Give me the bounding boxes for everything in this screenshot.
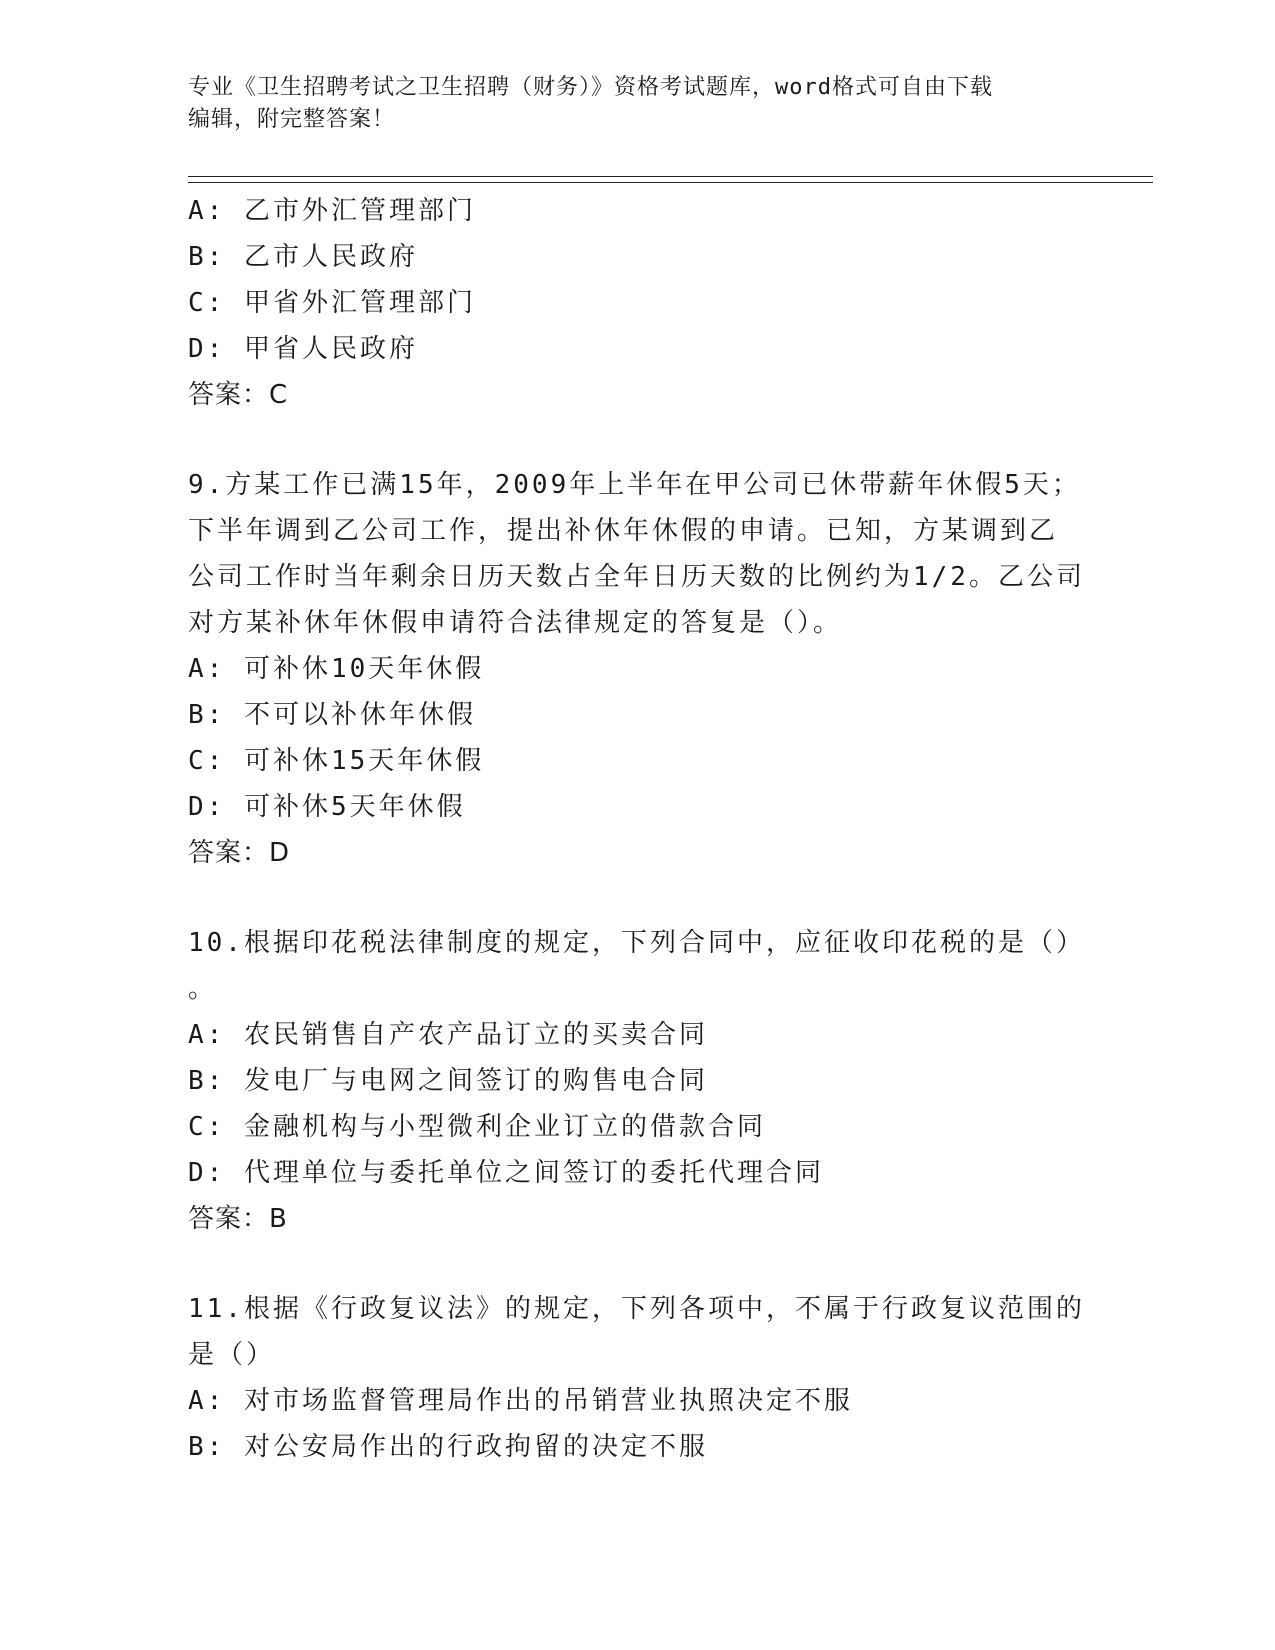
option-b: B: 对公安局作出的行政拘留的决定不服: [188, 1432, 708, 1462]
option-a: A: 农民销售自产农产品订立的买卖合同: [188, 1020, 708, 1050]
header-divider-top: [188, 176, 1153, 177]
question-stem-line: 下半年调到乙公司工作，提出补休年休假的申请。已知，方某调到乙: [188, 516, 1059, 546]
spacer: [188, 418, 1088, 462]
answer: 答案：C: [188, 380, 289, 410]
option-d: D: 代理单位与委托单位之间签订的委托代理合同: [188, 1158, 824, 1188]
option-c: C: 可补休15天年休假: [188, 746, 485, 776]
spacer: [188, 1242, 1088, 1286]
question-stem-line: 公司工作时当年剩余日历天数占全年日历天数的比例约为1/2。乙公司: [188, 562, 1085, 592]
option-a: A: 对市场监督管理局作出的吊销营业执照决定不服: [188, 1386, 853, 1416]
question-stem-line: 是（）: [188, 1340, 276, 1370]
header-divider-bottom: [188, 182, 1153, 183]
question-stem-line: 9.方某工作已满15年，2009年上半年在甲公司已休带薪年休假5天；: [188, 470, 1081, 500]
header-line-2: 编辑，附完整答案！: [188, 107, 396, 132]
question-stem-line: 11.根据《行政复议法》的规定，下列各项中，不属于行政复议范围的: [188, 1294, 1085, 1324]
option-d: D: 甲省人民政府: [188, 334, 418, 364]
document-header: [188, 72, 1088, 136]
question-stem-line: 。: [188, 974, 218, 1004]
option-c: C: 金融机构与小型微利企业订立的借款合同: [188, 1112, 766, 1142]
option-b: B: 发电厂与电网之间签订的购售电合同: [188, 1066, 708, 1096]
question-list: [188, 188, 1088, 1470]
option-a: A: 乙市外汇管理部门: [188, 196, 476, 226]
question-10: [188, 920, 1088, 1242]
answer: 答案：D: [188, 838, 291, 868]
question-stem-line: 10.根据印花税法律制度的规定，下列合同中，应征收印花税的是（）: [188, 928, 1085, 958]
header-line-1: 专业《卫生招聘考试之卫生招聘（财务）》资格考试题库，word格式可自由下载: [188, 75, 993, 100]
option-a: A: 可补休10天年休假: [188, 654, 485, 684]
answer: 答案：B: [188, 1204, 288, 1234]
spacer: [188, 876, 1088, 920]
question-11: [188, 1286, 1088, 1470]
option-d: D: 可补休5天年休假: [188, 792, 466, 822]
question-stem-line: 对方某补休年休假申请符合法律规定的答复是（）。: [188, 608, 843, 638]
option-b: B: 不可以补休年休假: [188, 700, 476, 730]
option-b: B: 乙市人民政府: [188, 242, 418, 272]
option-c: C: 甲省外汇管理部门: [188, 288, 476, 318]
question-9: [188, 462, 1088, 876]
question-8: [188, 188, 1088, 418]
